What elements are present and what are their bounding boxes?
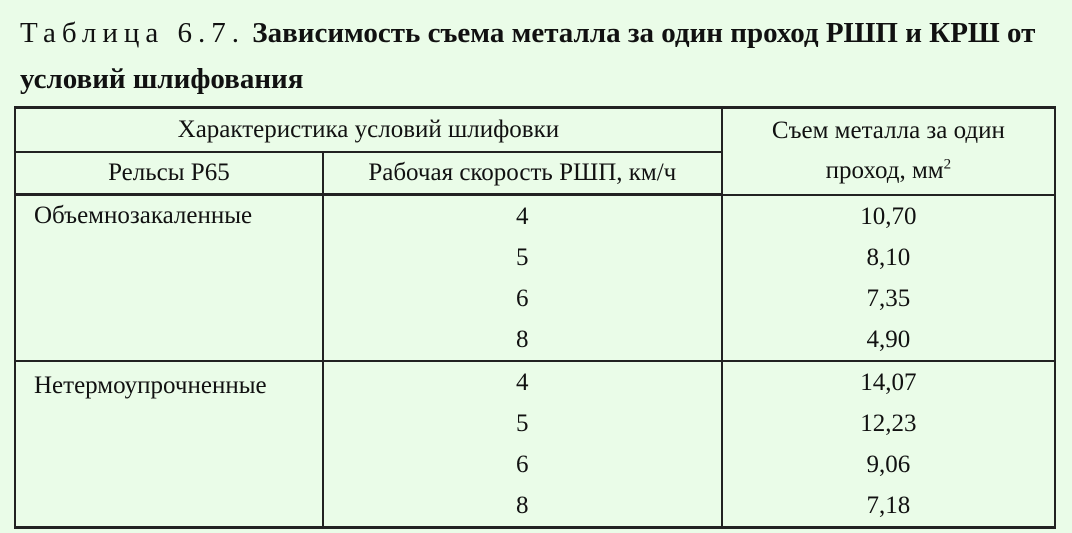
speed-value: 8 — [516, 492, 529, 519]
header-rail: Рельсы Р65 — [15, 152, 323, 195]
header-removal-line2: проход, $мм^2$ — [825, 156, 952, 185]
table-row — [15, 361, 1055, 528]
header-removal — [722, 108, 1055, 195]
rail-type-cell: Нетермоупрочненные — [15, 361, 323, 528]
speed-cell — [323, 195, 722, 362]
table-caption — [20, 10, 1060, 102]
removal-value: 7,18 — [866, 492, 911, 519]
speed-value: 4 — [516, 203, 529, 230]
grinding-table — [14, 106, 1056, 529]
caption-title: Зависимость съема металла за один проход РШП и КРШ от условий шлифования — [20, 17, 1036, 95]
table-row — [15, 195, 1055, 362]
removal-value: 10,70 — [860, 202, 917, 230]
speed-value: 4 — [516, 369, 529, 396]
header-row-1 — [15, 108, 1055, 153]
caption-number: Таблица 6.7. — [20, 17, 246, 49]
removal-value: 7,35 — [866, 284, 911, 312]
removal-value: 8,10 — [866, 243, 911, 271]
speed-value: 6 — [516, 451, 529, 478]
rail-type-cell: Объемнозакаленные — [15, 195, 323, 362]
speed-cell — [323, 361, 722, 528]
removal-value: 4,90 — [866, 325, 911, 353]
removal-cell — [722, 361, 1055, 528]
header-removal-line1: Съем металла за один — [771, 117, 1005, 145]
speed-value: 8 — [516, 326, 529, 353]
removal-cell — [722, 195, 1055, 362]
header-conditions: Характеристика условий шлифовки — [15, 108, 722, 153]
unit-exponent: 2 — [943, 156, 952, 173]
speed-value: 5 — [516, 244, 529, 271]
speed-value: 6 — [516, 285, 529, 312]
removal-value: 9,06 — [866, 451, 911, 478]
removal-value: 12,23 — [860, 410, 917, 437]
speed-value: 5 — [516, 410, 529, 437]
removal-value: 14,07 — [860, 369, 917, 396]
header-speed: Рабочая скорость РШП, км/ч — [323, 152, 722, 195]
